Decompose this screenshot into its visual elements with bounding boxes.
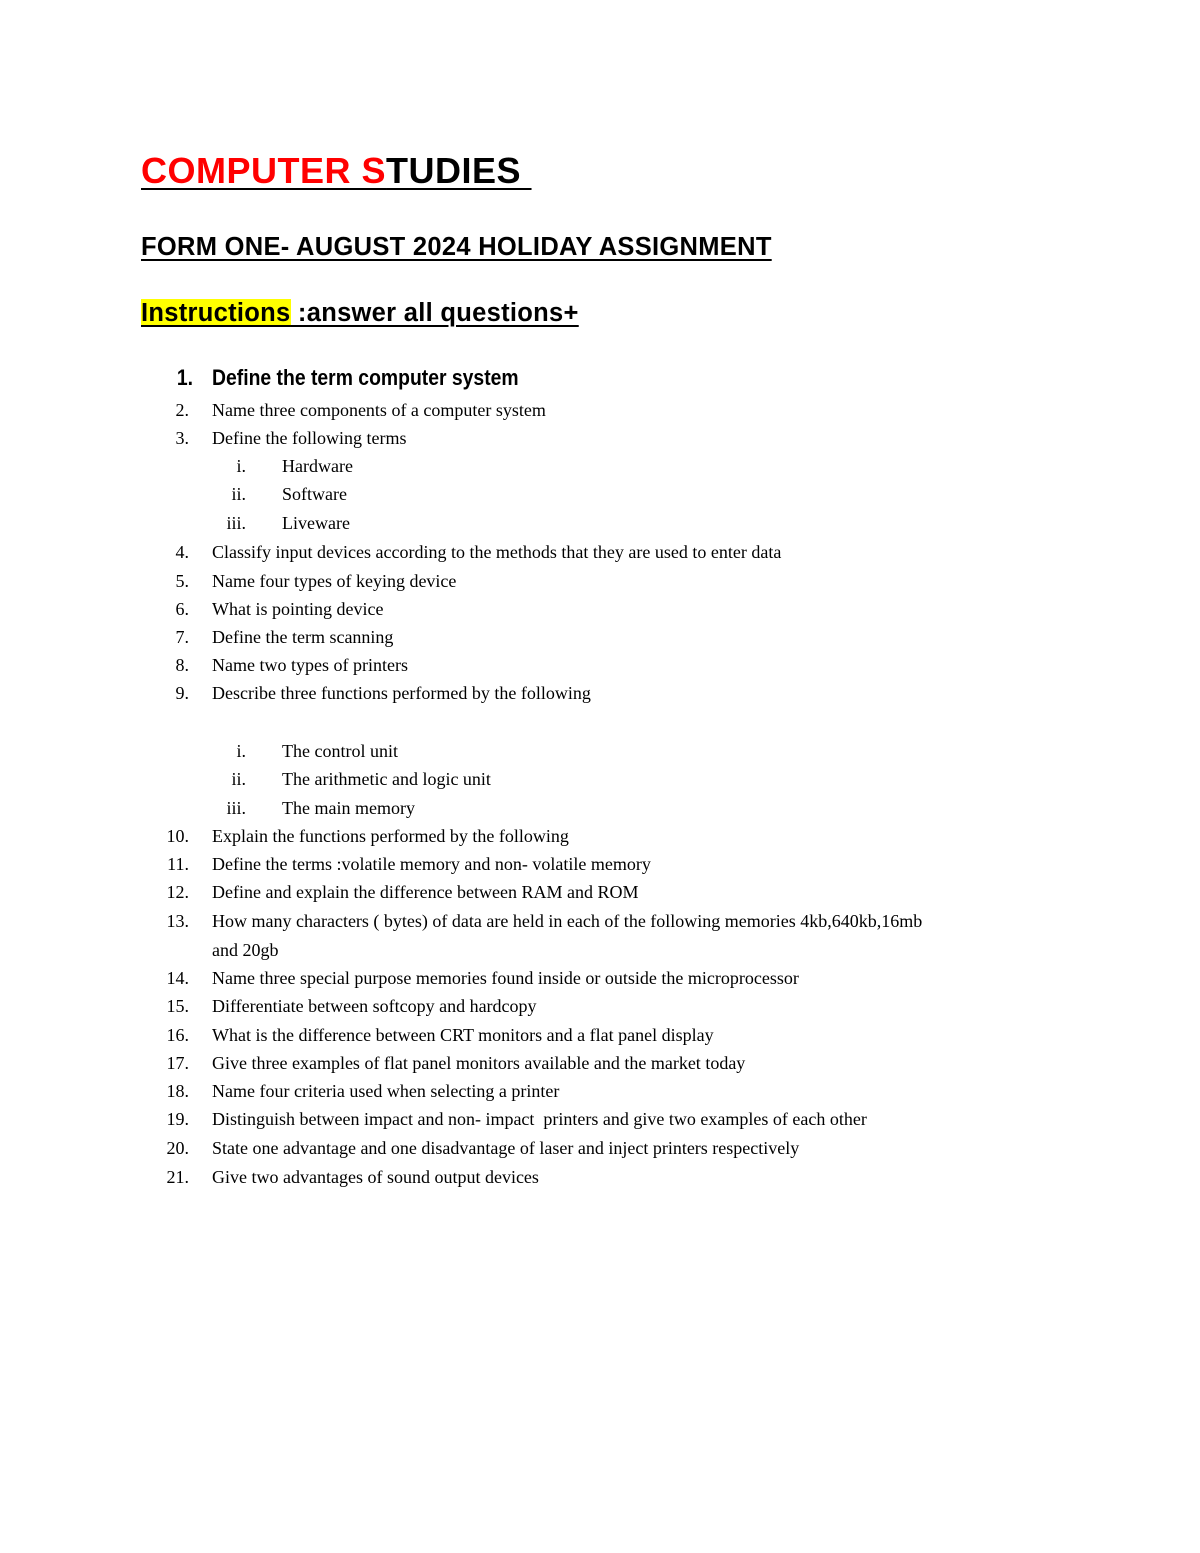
question-text: Give two advantages of sound output devices: [212, 1167, 539, 1187]
sub-question-number: i.: [236, 741, 246, 761]
sub-question-text: The main memory: [282, 798, 415, 818]
sub-question-text: Liveware: [282, 513, 350, 533]
question-text: State one advantage and one disadvantage of laser and inject printers respectively: [212, 1138, 800, 1158]
instructions-text: :answer all questions+: [290, 299, 579, 327]
document-title: [141, 148, 532, 194]
sub-question-number: ii.: [231, 769, 246, 789]
instructions-label: Instructions: [141, 299, 291, 327]
question-text: Name three special purpose memories found inside or outside the microprocessor: [212, 968, 799, 988]
question-number: 18.: [166, 1081, 189, 1101]
question-number: 12.: [166, 882, 189, 902]
sub-question-number: iii.: [226, 798, 246, 818]
question-number: 9.: [175, 683, 189, 703]
question-number: 14.: [166, 968, 189, 988]
question-text: Describe three functions performed by the following: [212, 683, 591, 703]
instructions-line: [141, 296, 579, 330]
question-number: 5.: [175, 571, 189, 591]
question-text: Name two types of printers: [212, 655, 408, 675]
question-number: 13.: [166, 911, 189, 931]
question-text: Name four types of keying device: [212, 571, 457, 591]
sub-question-number: i.: [236, 456, 246, 476]
question-number: 1.: [176, 365, 193, 390]
question-text: Classify input devices according to the methods that they are used to enter data: [212, 542, 782, 562]
question-number: 17.: [166, 1053, 189, 1073]
question-number: 10.: [166, 826, 189, 846]
question-number: 4.: [175, 542, 189, 562]
question-number: 15.: [166, 996, 189, 1016]
question-number: 20.: [166, 1138, 189, 1158]
question-text: Explain the functions performed by the following: [212, 826, 569, 846]
question-text: What is the difference between CRT monitors and a flat panel display: [212, 1025, 714, 1045]
title-red-part: COMPUTER S: [141, 150, 387, 191]
question-text: Differentiate between softcopy and hardcopy: [212, 996, 537, 1016]
question-text: Name four criteria used when selecting a printer: [212, 1081, 560, 1101]
question-number: 19.: [166, 1109, 189, 1129]
question-number: 3.: [175, 428, 189, 448]
title-black-part: TUDIES: [386, 150, 532, 191]
question-text: How many characters ( bytes) of data are held in each of the following memories 4kb,640kb,16mb: [212, 911, 923, 931]
question-text: What is pointing device: [212, 599, 384, 619]
question-text: and 20gb: [212, 940, 279, 960]
question-number: 7.: [175, 627, 189, 647]
question-text: Define the term scanning: [212, 627, 394, 647]
question-text: Define the following terms: [212, 428, 407, 448]
assignment-subtitle: FORM ONE- AUGUST 2024 HOLIDAY ASSIGNMENT: [141, 233, 772, 261]
question-number: 11.: [167, 854, 189, 874]
question-text: Define and explain the difference between RAM and ROM: [212, 882, 639, 902]
question-number: 8.: [175, 655, 189, 675]
question-text: Name three components of a computer system: [212, 400, 546, 420]
sub-question-text: Hardware: [282, 456, 353, 476]
question-text: Define the terms :volatile memory and non- volatile memory: [212, 854, 651, 874]
question-text: Distinguish between impact and non- impact printers and give two examples of each other: [212, 1109, 867, 1129]
sub-question-text: The arithmetic and logic unit: [282, 769, 491, 789]
sub-question-text: The control unit: [282, 741, 398, 761]
sub-question-number: iii.: [226, 513, 246, 533]
question-number: 16.: [166, 1025, 189, 1045]
question-number: 21.: [166, 1167, 189, 1187]
question-number: 6.: [175, 599, 189, 619]
question-text: Give three examples of flat panel monitors available and the market today: [212, 1053, 746, 1073]
sub-question-text: Software: [282, 484, 347, 504]
question-text: Define the term computer system: [212, 365, 519, 390]
sub-question-number: ii.: [231, 484, 246, 504]
question-number: 2.: [175, 400, 189, 420]
